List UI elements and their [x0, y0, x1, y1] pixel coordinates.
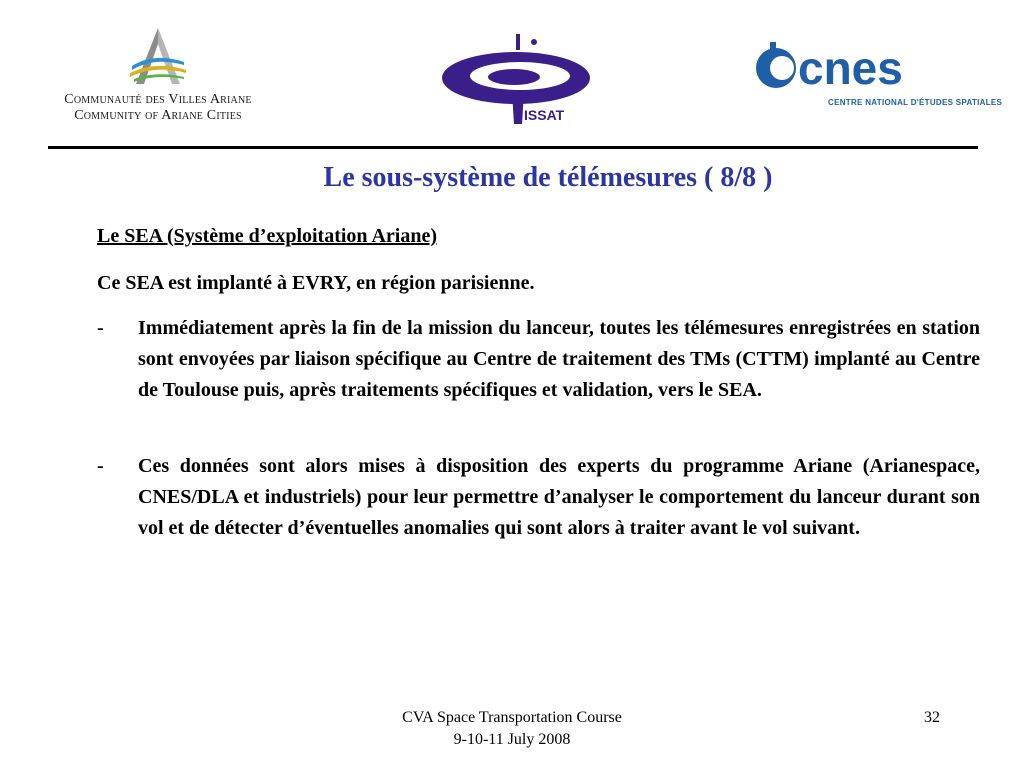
bullet-marker: -: [97, 317, 104, 339]
footer-date: 9-10-11 July 2008: [453, 731, 571, 748]
ariane-name-english: Community of Ariane Cities: [74, 108, 242, 123]
issat-logo: [440, 32, 596, 128]
cnes-logo: [750, 40, 1003, 114]
slide-title: Le sous-système de télémesures ( 8/8 ): [323, 162, 773, 193]
bullet-marker: -: [97, 455, 104, 477]
ariane-a-mark-icon: [128, 26, 188, 88]
section-heading: Le SEA (Système d’exploitation Ariane): [97, 225, 437, 247]
bullet-text: Immédiatement après la fin de la mission du lanceur, toutes les télémesures enregistrées en station sont envoyées par liaison spécifique au Centre de traitement des TMs (CTTM) implanté au Centre de Toulouse puis, après traitements spécifiques et validation, vers le SEA.: [138, 317, 980, 401]
ariane-cities-logo: [48, 26, 268, 126]
ariane-name-french: Communauté des Villes Ariane: [64, 92, 252, 107]
footer-course: CVA Space Transportation Course: [402, 709, 622, 726]
cnes-emblem-icon: [750, 40, 980, 96]
intro-line: Ce SEA est implanté à EVRY, en région parisienne.: [97, 272, 535, 294]
header-divider: [48, 146, 978, 149]
cnes-wordmark: cnes: [798, 42, 903, 94]
issat-emblem-icon: [440, 32, 596, 128]
page-number: 32: [924, 709, 940, 726]
bullet-text: Ces données sont alors mises à disposition des experts du programme Ariane (Arianespace, CNES/DLA et industriels) pour leur permettre d’analyser le comportement du lanceur durant son vol et de détecter d’éventuelles anomalies qui sont alors à traiter avant le vol suivant.: [138, 455, 980, 539]
issat-wordmark: ISSAT: [524, 107, 565, 123]
footer: [312, 707, 712, 751]
cnes-tagline: CENTRE NATIONAL D'ÉTUDES SPATIALES: [828, 98, 1003, 107]
